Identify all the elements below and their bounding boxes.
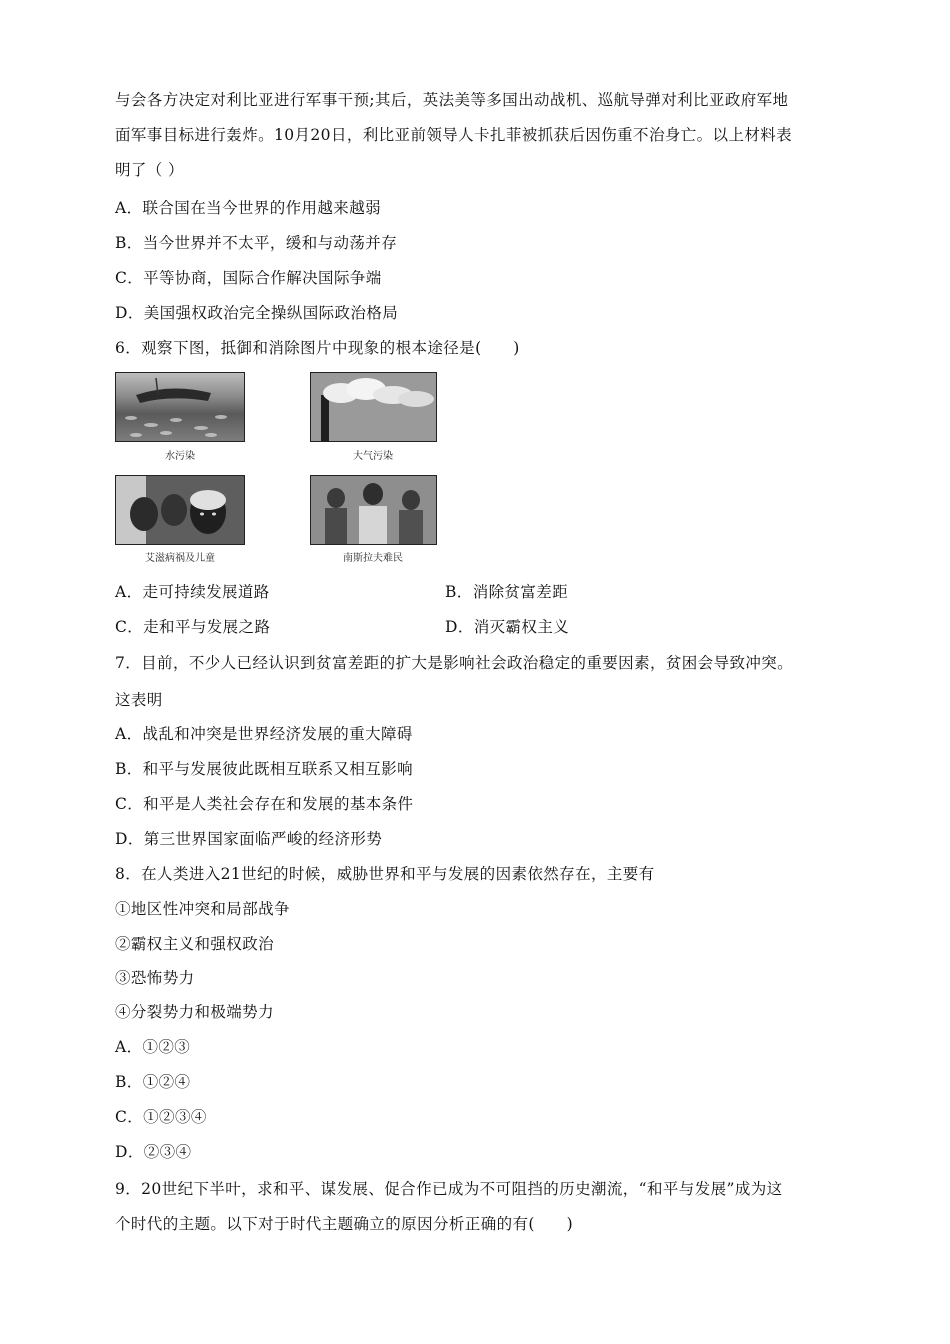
q8-item-2: ②霸权主义和强权政治 (115, 935, 275, 953)
caption-refugees: 南斯拉夫难民 (343, 553, 403, 564)
caption-aids-children: 艾滋病祸及儿童 (145, 553, 215, 564)
refugees-crowd-icon (311, 476, 436, 544)
q8-option-d: D．②③④ (115, 1143, 192, 1161)
q8-item-3: ③恐怖势力 (115, 969, 195, 987)
q5-option-c: C．平等协商，国际合作解决国际争端 (115, 269, 382, 287)
q6-option-d: D．消灭霸权主义 (445, 618, 570, 636)
q5-option-d: D．美国强权政治完全操纵国际政治格局 (115, 304, 399, 322)
q6-option-c: C．走和平与发展之路 (115, 618, 271, 636)
q5-stem-line-3: 明了（ ） (115, 161, 184, 179)
fish-boat-icon (116, 373, 244, 441)
q6-option-b: B．消除贫富差距 (445, 583, 569, 601)
aids-children-photo (115, 475, 245, 545)
q5-stem-line-2: 面军事目标进行轰炸。10月20日，利比亚前领导人卡扎菲被抓获后因伤重不治身亡。以上材料表 (115, 126, 793, 144)
q6-option-a: A．走可持续发展道路 (115, 583, 270, 601)
smokestack-icon (311, 373, 436, 441)
refugees-photo (310, 475, 437, 545)
caption-water-pollution: 水污染 (165, 451, 195, 462)
q5-stem-line-1: 与会各方决定对利比亚进行军事干预;其后，英法美等多国出动战机、巡航导弹对利比亚政府军地 (115, 91, 789, 109)
q8-option-b: B．①②④ (115, 1073, 191, 1091)
q7-stem-line-2: 这表明 (115, 691, 163, 709)
water-pollution-photo (115, 372, 245, 442)
air-pollution-photo (310, 372, 437, 442)
caption-air-pollution: 大气污染 (353, 451, 393, 462)
q7-stem-line-1: 7．目前，不少人已经认识到贫富差距的扩大是影响社会政治稳定的重要因素，贫困会导致冲突。 (115, 654, 794, 672)
q9-stem-line-1: 9．20世纪下半叶，求和平、谋发展、促合作已成为不可阻挡的历史潮流，“和平与发展”成为这 (115, 1180, 783, 1198)
q6-stem: 6．观察下图，抵御和消除图片中现象的根本途径是( ) (115, 339, 520, 357)
q8-option-c: C．①②③④ (115, 1108, 207, 1126)
q7-option-a: A．战乱和冲突是世界经济发展的重大障碍 (115, 725, 413, 743)
q5-option-b: B．当今世界并不太平，缓和与动荡并存 (115, 234, 398, 252)
q7-option-d: D．第三世界国家面临严峻的经济形势 (115, 830, 383, 848)
children-faces-icon (116, 476, 244, 544)
q5-option-a: A．联合国在当今世界的作用越来越弱 (115, 199, 381, 217)
q8-stem: 8．在人类进入21世纪的时候，威胁世界和平与发展的因素依然存在，主要有 (115, 865, 655, 883)
q8-item-1: ①地区性冲突和局部战争 (115, 900, 290, 918)
q9-stem-line-2: 个时代的主题。以下对于时代主题确立的原因分析正确的有( ) (115, 1215, 574, 1233)
q7-option-b: B．和平与发展彼此既相互联系又相互影响 (115, 760, 413, 778)
q8-option-a: A．①②③ (115, 1038, 191, 1056)
q8-item-4: ④分裂势力和极端势力 (115, 1003, 275, 1021)
q7-option-c: C．和平是人类社会存在和发展的基本条件 (115, 795, 414, 813)
